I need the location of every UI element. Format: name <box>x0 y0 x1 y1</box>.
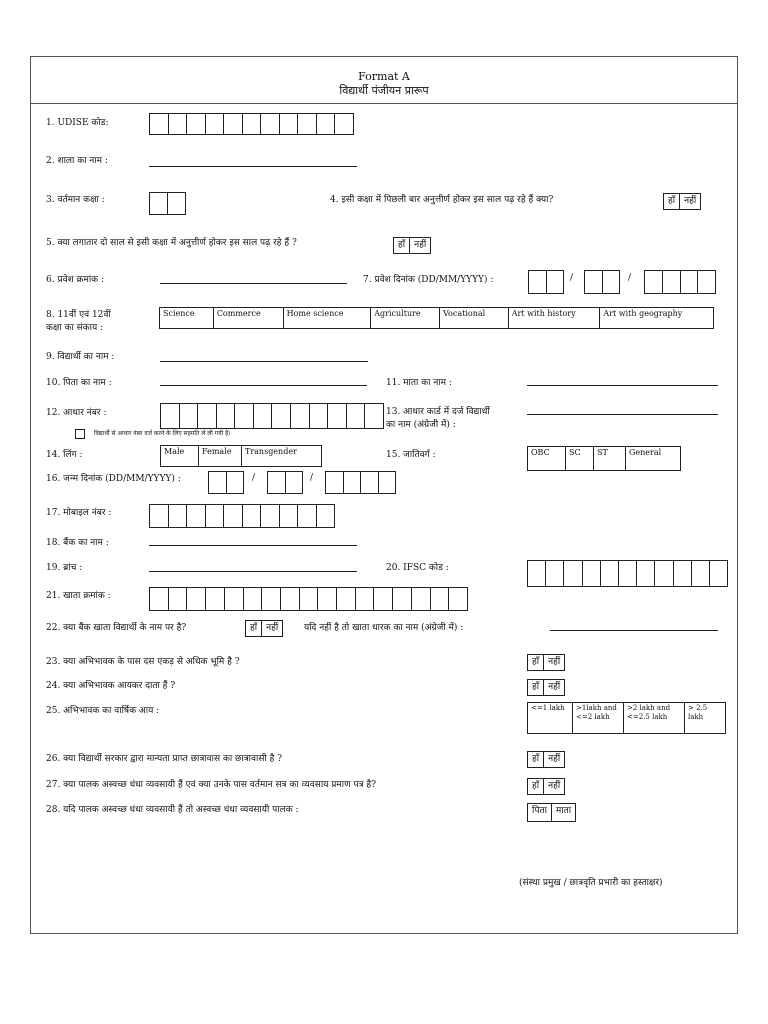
header-divider <box>30 103 738 104</box>
two-year-fail-yes-no[interactable] <box>393 237 431 254</box>
account-holder-name-field[interactable] <box>550 630 718 631</box>
form-format-label: Format A <box>358 70 410 83</box>
current-class-boxes[interactable] <box>149 192 186 215</box>
date-separator: / <box>628 273 632 283</box>
land-yes-no[interactable] <box>527 654 565 671</box>
student-name-label: 9. विद्यार्थी का नाम : <box>46 352 115 362</box>
faculty-option[interactable]: Vocational <box>440 308 509 328</box>
dob-label: 16. जन्म दिनांक (DD/MM/YYYY) : <box>46 474 181 484</box>
faculty-label-line1: 8. 11वीं एवं 12वीं <box>46 310 111 320</box>
caste-option[interactable]: SC <box>566 447 594 470</box>
yes-option[interactable]: हाँ <box>528 779 544 794</box>
caste-options[interactable] <box>527 446 681 471</box>
caste-option[interactable]: OBC <box>528 447 566 470</box>
repeat-class-yes-no[interactable] <box>663 193 701 210</box>
gender-option[interactable]: Female <box>199 446 242 466</box>
student-name-field[interactable] <box>160 361 368 362</box>
no-option[interactable]: नहीं <box>684 196 697 206</box>
gender-option[interactable]: Transgender <box>245 447 297 456</box>
income-option[interactable]: <=1 lakh <box>528 703 573 733</box>
form-title: विद्यार्थी पंजीयन प्रारूप <box>339 84 429 97</box>
taxpayer-question: 24. क्या अभिभावक आयकर दाता हैं ? <box>46 681 176 691</box>
dob-year-boxes[interactable] <box>325 471 396 494</box>
mother-name-label: 11. माता का नाम : <box>386 378 452 388</box>
faculty-option[interactable]: Art with history <box>509 308 601 328</box>
account-holder-question: 22. क्या बैंक खाता विद्यार्थी के नाम पर है? <box>46 623 187 633</box>
unclean-occupation-yes-no[interactable] <box>527 778 565 795</box>
caste-option[interactable]: ST <box>594 447 626 470</box>
current-class-label: 3. वर्तमान कक्षा : <box>46 195 105 205</box>
dob-month-boxes[interactable] <box>267 471 303 494</box>
yes-option[interactable]: हाँ <box>528 655 544 670</box>
signature-label: (संस्था प्रमुख / छात्रवृति प्रभारी का हस्ताक्षर) <box>519 878 663 888</box>
admission-day-boxes[interactable] <box>528 270 564 294</box>
gender-options[interactable] <box>160 445 322 467</box>
faculty-options[interactable] <box>159 307 714 329</box>
mother-name-field[interactable] <box>527 385 718 386</box>
mobile-number-boxes[interactable] <box>149 504 335 528</box>
no-option[interactable]: नहीं <box>548 781 561 791</box>
udise-code-boxes[interactable] <box>149 113 354 135</box>
father-option[interactable]: पिता <box>528 804 552 821</box>
faculty-option[interactable]: Commerce <box>214 308 284 328</box>
taxpayer-yes-no[interactable] <box>527 679 565 696</box>
faculty-option[interactable]: Art with geography <box>603 309 683 318</box>
dob-day-boxes[interactable] <box>208 471 244 494</box>
annual-income-options[interactable] <box>527 702 726 734</box>
yes-option[interactable]: हाँ <box>664 194 680 209</box>
income-option[interactable]: >2 lakh and <=2.5 lakh <box>624 703 685 733</box>
school-name-label: 2. शाला का नाम : <box>46 156 108 166</box>
branch-label: 19. ब्रांच : <box>46 563 83 573</box>
yes-option[interactable]: हाँ <box>528 680 544 695</box>
unclean-occupation-parent-options[interactable] <box>527 803 576 822</box>
account-holder-name-label: यदि नहीं है तो खाता धारक का नाम (अंग्रेजी में) : <box>304 623 464 633</box>
income-option[interactable]: > 2.5 lakh <box>688 704 708 721</box>
no-option[interactable]: नहीं <box>548 754 561 764</box>
bank-name-label: 18. बैंक का नाम : <box>46 538 109 548</box>
admission-date-label: 7. प्रवेश दिनांक (DD/MM/YYYY) : <box>363 275 494 285</box>
aadhaar-number-label: 12. आधार नंबर : <box>46 408 107 418</box>
unclean-occupation-question: 27. क्या पालक अस्वच्छ धंधा व्यवसायी हैं एवं क्या उनके पास वर्तमान सत्र का व्यवसाय प्रमाण पत्र है? <box>46 780 377 790</box>
unclean-occupation-parent-label: 28. यदि पालक अस्वच्छ धंधा व्यवसायी हैं तो अस्वच्छ धंधा व्यवसायी पालक : <box>46 805 299 815</box>
two-year-fail-question: 5. क्या लगातार दो साल से इसी कक्षा में अनुत्तीर्ण होकर इस साल पढ़ रहे हैं ? <box>46 238 297 248</box>
aadhaar-name-label-line1: 13. आधार कार्ड में दर्ज विद्यार्थी <box>386 407 490 417</box>
date-separator: / <box>310 473 314 483</box>
aadhaar-consent-text: विद्यार्थी से आधार नंबर दर्ज करने के लिए सहमति ले ली गयी है। <box>94 430 231 437</box>
aadhaar-name-label-line2: का नाम (अंग्रेजी में) : <box>386 420 456 430</box>
faculty-option[interactable]: Agriculture <box>371 308 440 328</box>
no-option[interactable]: नहीं <box>548 682 561 692</box>
no-option[interactable]: नहीं <box>266 623 279 633</box>
aadhaar-number-boxes[interactable] <box>160 403 384 429</box>
account-number-label: 21. खाता क्रमांक : <box>46 591 111 601</box>
faculty-option[interactable]: Science <box>160 308 214 328</box>
mother-option[interactable]: माता <box>555 806 572 816</box>
gender-label: 14. लिंग : <box>46 450 83 460</box>
admission-number-label: 6. प्रवेश क्रमांक : <box>46 275 104 285</box>
father-name-label: 10. पिता का नाम : <box>46 378 112 388</box>
date-separator: / <box>252 473 256 483</box>
repeat-class-question: 4. इसी कक्षा में पिछली बार अनुत्तीर्ण होकर इस साल पढ़ रहे हैं क्या? <box>330 195 554 205</box>
yes-option[interactable]: हाँ <box>394 238 410 253</box>
land-question: 23. क्या अभिभावक के पास दस एकड़ से अधिक भूमि है ? <box>46 657 240 667</box>
hostel-question: 26. क्या विद्यार्थी सरकार द्वारा मान्यता प्राप्त छात्रावास का छात्रावासी है ? <box>46 754 283 764</box>
caste-option[interactable]: General <box>629 448 662 457</box>
mobile-number-label: 17. मोबाइल नंबर : <box>46 508 112 518</box>
udise-label: 1. UDISE कोड: <box>46 118 109 128</box>
no-option[interactable]: नहीं <box>414 240 427 250</box>
caste-label: 15. जातिवर्ग : <box>386 450 436 460</box>
admission-number-field[interactable] <box>160 283 347 284</box>
admission-year-boxes[interactable] <box>644 270 716 294</box>
branch-field[interactable] <box>149 571 357 572</box>
yes-option[interactable]: हाँ <box>246 621 262 636</box>
yes-option[interactable]: हाँ <box>528 752 544 767</box>
aadhaar-name-field[interactable] <box>527 414 718 415</box>
annual-income-label: 25. अभिभावक का वार्षिक आय : <box>46 706 160 716</box>
date-separator: / <box>570 273 574 283</box>
account-number-boxes[interactable] <box>149 587 468 611</box>
hostel-yes-no[interactable] <box>527 751 565 768</box>
ifsc-code-boxes[interactable] <box>527 560 728 587</box>
school-name-field[interactable] <box>149 166 357 167</box>
form-frame <box>30 56 738 934</box>
faculty-option[interactable]: Home science <box>284 308 372 328</box>
account-holder-yes-no[interactable] <box>245 620 283 637</box>
income-option[interactable]: >1lakh and <=2 lakh <box>573 703 624 733</box>
bank-name-field[interactable] <box>149 545 357 546</box>
no-option[interactable]: नहीं <box>548 657 561 667</box>
ifsc-label: 20. IFSC कोड : <box>386 563 449 573</box>
faculty-label-line2: कक्षा का संकाय : <box>46 323 104 333</box>
admission-month-boxes[interactable] <box>584 270 620 294</box>
father-name-field[interactable] <box>160 385 367 386</box>
gender-option[interactable]: Male <box>161 446 199 466</box>
aadhaar-consent-checkbox[interactable] <box>75 429 85 439</box>
